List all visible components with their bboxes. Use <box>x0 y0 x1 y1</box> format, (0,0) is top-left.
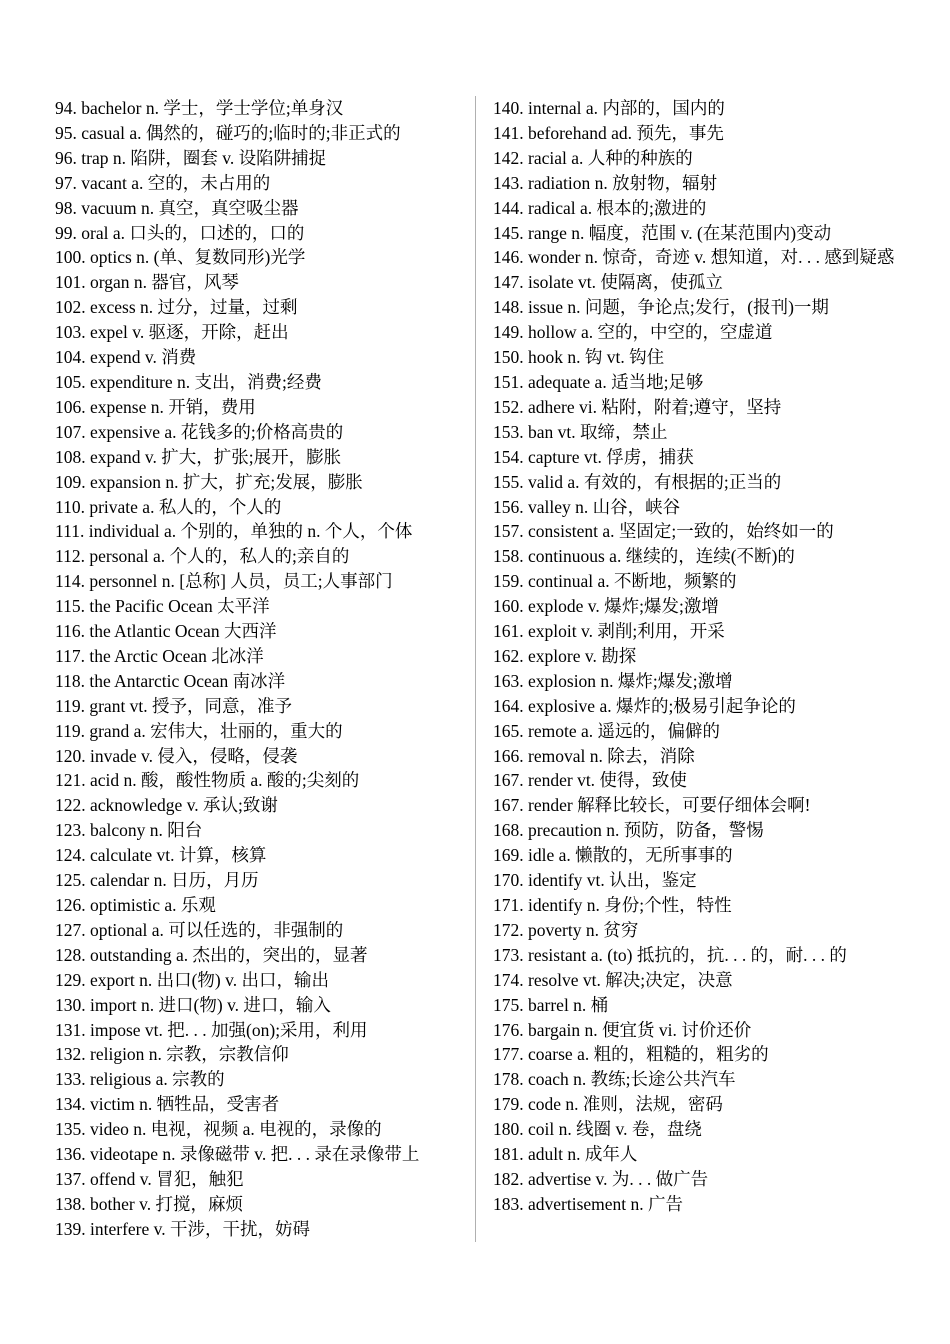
vocab-entry: 114. personnel n. [总称] 人员，员工;人事部门 <box>55 571 393 592</box>
vocab-entry: 115. the Pacific Ocean 太平洋 <box>55 596 270 617</box>
vocab-entry: 183. advertisement n. 广告 <box>493 1193 684 1214</box>
vocab-entry: 127. optional a. 可以任选的，非强制的 <box>55 919 344 940</box>
vocab-entry: 123. balcony n. 阳台 <box>55 820 203 841</box>
vocab-entry: 100. optics n. (单、复数同形)光学 <box>55 247 306 268</box>
vocab-entry: 99. oral a. 口头的，口述的，口的 <box>55 222 305 243</box>
vocab-entry: 182. advertise v. 为. . . 做广告 <box>493 1168 709 1189</box>
vocab-entry: 156. valley n. 山谷，峡谷 <box>493 496 681 517</box>
vocab-entry: 166. removal n. 除去，消除 <box>493 745 695 766</box>
vocab-entry: 94. bachelor n. 学士，学士学位;单身汉 <box>55 98 344 118</box>
vocab-entry: 140. internal a. 内部的，国内的 <box>493 98 725 118</box>
vocab-entry: 149. hollow a. 空的，中空的，空虚道 <box>493 322 773 343</box>
vocab-entry: 117. the Arctic Ocean 北冰洋 <box>55 645 264 666</box>
vocab-entry: 144. radical a. 根本的;激进的 <box>493 197 707 218</box>
vocab-entry: 135. video n. 电视，视频 a. 电视的，录像的 <box>55 1119 382 1140</box>
vocab-entry: 148. issue n. 问题，争论点;发行，(报刊)一期 <box>493 297 829 318</box>
vocab-entry: 128. outstanding a. 杰出的，突出的，显著 <box>55 944 368 965</box>
vocab-entry: 104. expend v. 消费 <box>55 347 197 368</box>
vocab-entry: 110. private a. 私人的，个人的 <box>55 496 282 517</box>
vocab-entry: 125. calendar n. 日历，月历 <box>55 870 259 891</box>
vocab-entry: 119. grant vt. 授予，同意，准予 <box>55 695 293 716</box>
vocab-entry: 161. exploit v. 剥削;利用，开采 <box>493 621 725 642</box>
vocab-entry: 131. impose vt. 把. . . 加强(on);采用，利用 <box>55 1019 368 1040</box>
vocab-entry: 137. offend v. 冒犯，触犯 <box>55 1168 244 1189</box>
vocab-entry: 134. victim n. 牺牲品，受害者 <box>55 1094 280 1115</box>
vocab-entry: 121. acid n. 酸，酸性物质 a. 酸的;尖刻的 <box>55 770 360 791</box>
vocab-entry: 107. expensive a. 花钱多的;价格高贵的 <box>55 421 344 442</box>
vocab-entry: 165. remote a. 遥远的，偏僻的 <box>493 720 720 741</box>
vocab-entry: 120. invade v. 侵入，侵略，侵袭 <box>55 745 298 766</box>
vocab-entry: 96. trap n. 陷阱，圈套 v. 设陷阱捕捉 <box>55 147 327 168</box>
vocab-entry: 138. bother v. 打搅，麻烦 <box>55 1193 243 1214</box>
vocab-entry: 163. explosion n. 爆炸;爆发;激增 <box>493 670 733 691</box>
vocab-entry: 145. range n. 幅度，范围 v. (在某范围内)变动 <box>493 222 832 243</box>
vocab-entry: 126. optimistic a. 乐观 <box>55 895 216 915</box>
vocab-entry: 103. expel v. 驱逐，开除，赶出 <box>55 322 289 343</box>
vocab-entry: 142. racial a. 人种的种族的 <box>493 147 693 168</box>
vocab-entry: 172. poverty n. 贫穷 <box>493 919 639 940</box>
vocab-entry: 162. explore v. 勘探 <box>493 645 637 666</box>
vocab-entry: 141. beforehand ad. 预先，事先 <box>493 122 724 143</box>
vocab-entry: 101. organ n. 器官，风琴 <box>55 272 239 293</box>
vocab-entry: 151. adequate a. 适当地;足够 <box>493 371 704 392</box>
vocab-entry: 181. adult n. 成年人 <box>493 1144 638 1165</box>
vocab-entry: 173. resistant a. (to) 抵抗的，抗. . . 的，耐. . . 的 <box>493 944 847 965</box>
vocab-entry: 171. identify n. 身份;个性，特性 <box>493 895 732 915</box>
vocab-entry: 152. adhere vi. 粘附，附着;遵守，坚持 <box>493 396 782 417</box>
vocab-entry: 119. grand a. 宏伟大，壮丽的，重大的 <box>55 720 343 741</box>
column-divider <box>475 96 476 1242</box>
vocab-entry: 150. hook n. 钩 vt. 钩住 <box>493 347 665 368</box>
vocab-entry: 116. the Atlantic Ocean 大西洋 <box>55 621 277 642</box>
vocab-entry: 108. expand v. 扩大，扩张;展开，膨胀 <box>55 446 342 467</box>
vocab-entry: 133. religious a. 宗教的 <box>55 1069 225 1090</box>
vocab-entry: 136. videotape n. 录像磁带 v. 把. . . 录在录像带上 <box>55 1144 420 1165</box>
vocab-entry: 129. export n. 出口(物) v. 出口，输出 <box>55 969 329 990</box>
vocab-entry: 102. excess n. 过分，过量，过剩 <box>55 297 298 318</box>
vocab-entry: 98. vacuum n. 真空，真空吸尘器 <box>55 197 299 218</box>
left-column <box>55 96 470 1242</box>
vocab-entry: 180. coil n. 线圈 v. 卷，盘绕 <box>493 1119 702 1140</box>
vocab-entry: 130. import n. 进口(物) v. 进口，输入 <box>55 994 331 1015</box>
vocab-entry: 111. individual a. 个别的，单独的 n. 个人，个体 <box>55 521 413 542</box>
vocab-entry: 170. identify vt. 认出，鉴定 <box>493 870 697 891</box>
vocab-entry: 176. bargain n. 便宜货 vi. 讨价还价 <box>493 1019 752 1040</box>
vocab-entry: 178. coach n. 教练;长途公共汽车 <box>493 1069 736 1090</box>
vocab-entry: 169. idle a. 懒散的，无所事事的 <box>493 845 733 866</box>
vocab-entry: 132. religion n. 宗教，宗教信仰 <box>55 1044 289 1065</box>
vocab-entry: 158. continuous a. 继续的，连续(不断)的 <box>493 546 795 567</box>
vocab-entry: 118. the Antarctic Ocean 南冰洋 <box>55 670 286 691</box>
vocab-entry: 154. capture vt. 俘虏，捕获 <box>493 446 694 467</box>
vocab-entry: 175. barrel n. 桶 <box>493 994 609 1015</box>
vocab-entry: 147. isolate vt. 使隔离，使孤立 <box>493 272 723 293</box>
vocab-entry: 122. acknowledge v. 承认;致谢 <box>55 795 278 816</box>
vocab-entry: 159. continual a. 不断地，频繁的 <box>493 571 737 592</box>
vocab-entry: 112. personal a. 个人的，私人的;亲自的 <box>55 546 350 567</box>
vocab-entry: 164. explosive a. 爆炸的;极易引起争论的 <box>493 695 796 716</box>
vocab-entry: 153. ban vt. 取缔，禁止 <box>493 421 668 442</box>
right-column <box>493 96 903 1217</box>
vocab-entry: 95. casual a. 偶然的，碰巧的;临时的;非正式的 <box>55 122 401 143</box>
vocab-entry: 109. expansion n. 扩大，扩充;发展，膨胀 <box>55 471 363 492</box>
vocab-entry: 106. expense n. 开销，费用 <box>55 396 256 417</box>
vocab-entry: 139. interfere v. 干涉，干扰，妨碍 <box>55 1218 310 1239</box>
vocab-entry: 160. explode v. 爆炸;爆发;激增 <box>493 596 719 617</box>
vocab-entry: 174. resolve vt. 解决;决定，决意 <box>493 969 733 990</box>
vocab-entry: 155. valid a. 有效的，有根据的;正当的 <box>493 471 782 492</box>
vocab-entry: 146. wonder n. 惊奇，奇迹 v. 想知道，对. . . 感到疑惑 <box>493 247 895 268</box>
vocab-entry: 105. expenditure n. 支出，消费;经费 <box>55 371 322 392</box>
vocab-entry: 167. render vt. 使得，致使 <box>493 770 687 791</box>
vocab-entry: 168. precaution n. 预防，防备，警惕 <box>493 820 764 841</box>
vocab-entry: 177. coarse a. 粗的，粗糙的，粗劣的 <box>493 1044 769 1065</box>
vocab-entry: 167. render 解释比较长，可要仔细体会啊! <box>493 795 811 816</box>
vocab-entry: 179. code n. 准则，法规，密码 <box>493 1094 723 1115</box>
vocab-entry: 157. consistent a. 坚固定;一致的，始终如一的 <box>493 521 834 542</box>
vocab-entry: 124. calculate vt. 计算，核算 <box>55 845 267 866</box>
vocab-entry: 143. radiation n. 放射物，辐射 <box>493 172 718 193</box>
vocab-entry: 97. vacant a. 空的，未占用的 <box>55 172 271 193</box>
